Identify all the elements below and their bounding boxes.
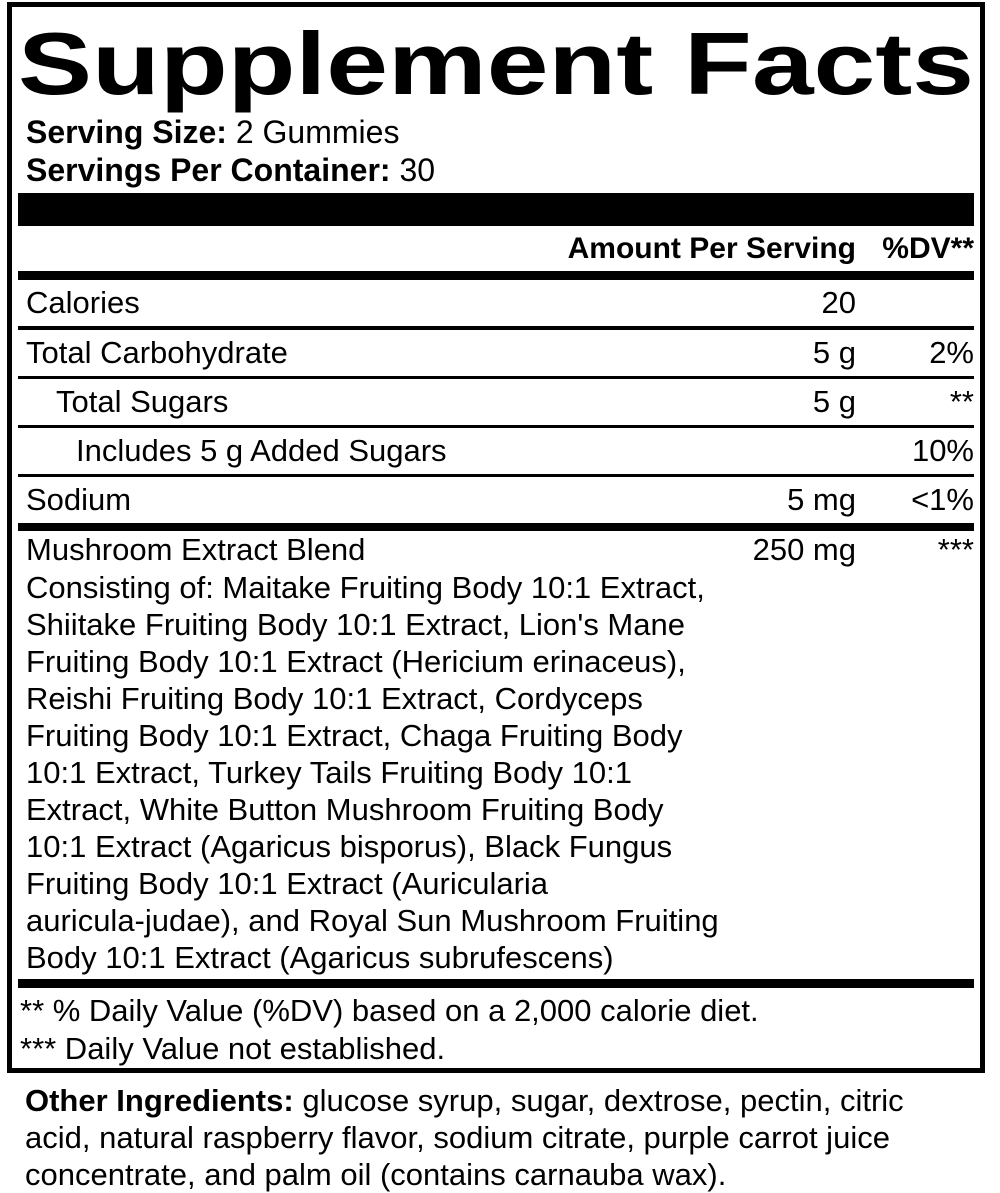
nutrient-dv: ** [949,384,974,419]
nutrient-dv: 2% [929,335,974,370]
blend-description [18,569,974,976]
servings-per-container-value: 30 [399,152,436,188]
title-wrap [18,15,974,113]
footnotes [18,988,974,1068]
blend-description-line: Consisting of: Maitake Fruiting Body 10:1 Extract, [26,570,705,605]
nutrient-amount: 250 mg [752,532,856,567]
blend-description-line: Extract, White Button Mushroom Fruiting Body [26,792,664,827]
blend-description-line: 10:1 Extract (Agaricus bisporus), Black Fungus [26,829,673,864]
nutrient-label: Sodium [26,482,132,517]
nutrient-rows [18,280,974,569]
nutrient-dv: <1% [911,482,974,517]
other-ingredients [25,1082,977,1193]
blend-description-line: Body 10:1 Extract (Agaricus subrufescens) [26,940,614,975]
footnote-line: ** % Daily Value (%DV) based on a 2,000 calorie diet. [20,993,759,1028]
serving-size-value: 2 Gummies [235,114,400,150]
other-ingredients-label: Other Ingredients: [25,1083,294,1118]
nutrient-row [18,477,974,523]
blend-description-line: 10:1 Extract, Turkey Tails Fruiting Body 10:1 [26,755,632,790]
dv-header: %DV** [882,231,974,265]
footnote-line: *** Daily Value not established. [20,1031,446,1066]
nutrient-amount: 20 [821,285,856,320]
blend-description-line: Fruiting Body 10:1 Extract, Chaga Fruiting Body [26,718,683,753]
nutrient-label: Calories [26,285,140,320]
header-separator-bar [18,271,974,280]
nutrient-amount: 5 mg [787,482,856,517]
footnote-separator-bar [18,979,974,988]
nutrient-label: Includes 5 g Added Sugars [76,433,447,468]
blend-description-line: Fruiting Body 10:1 Extract (Hericium erinaceus), [26,644,686,679]
nutrient-row [18,379,974,425]
nutrient-label: Total Carbohydrate [26,335,288,370]
nutrient-dv: *** [937,532,974,567]
blend-description-line: Shiitake Fruiting Body 10:1 Extract, Lion's Mane [26,607,685,642]
table-header-row [18,226,974,271]
nutrient-dv: 10% [911,433,974,468]
other-ingredients-text: glucose syrup, sugar, dextrose, pectin, citric acid, natural raspberry flavor, sodium citrate, purple carrot juice concentrate, and palm oil (contains carnauba wax). [25,1083,904,1192]
nutrient-label: Mushroom Extract Blend [26,532,366,567]
top-separator-bar [18,193,974,226]
blend-description-line: auricula-judae), and Royal Sun Mushroom Fruiting [26,903,719,938]
serving-size-label: Serving Size: [26,114,227,150]
nutrient-row [18,531,974,569]
servings-per-container-label: Servings Per Container: [26,152,391,188]
serving-size-row [18,113,974,151]
supplement-facts-title: Supplement Facts [18,14,974,113]
supplement-facts-panel [7,2,985,1073]
nutrient-row [18,428,974,474]
nutrient-label: Total Sugars [56,384,229,419]
servings-per-container-row [18,151,974,189]
blend-description-line: Fruiting Body 10:1 Extract (Auricularia [26,866,549,901]
nutrient-amount: 5 g [812,384,856,419]
row-divider [18,523,974,531]
nutrient-row [18,330,974,376]
nutrient-row [18,280,974,326]
blend-description-line: Reishi Fruiting Body 10:1 Extract, Cordyceps [26,681,643,716]
nutrient-amount: 5 g [812,335,856,370]
amount-per-serving-header: Amount Per Serving [567,231,856,265]
